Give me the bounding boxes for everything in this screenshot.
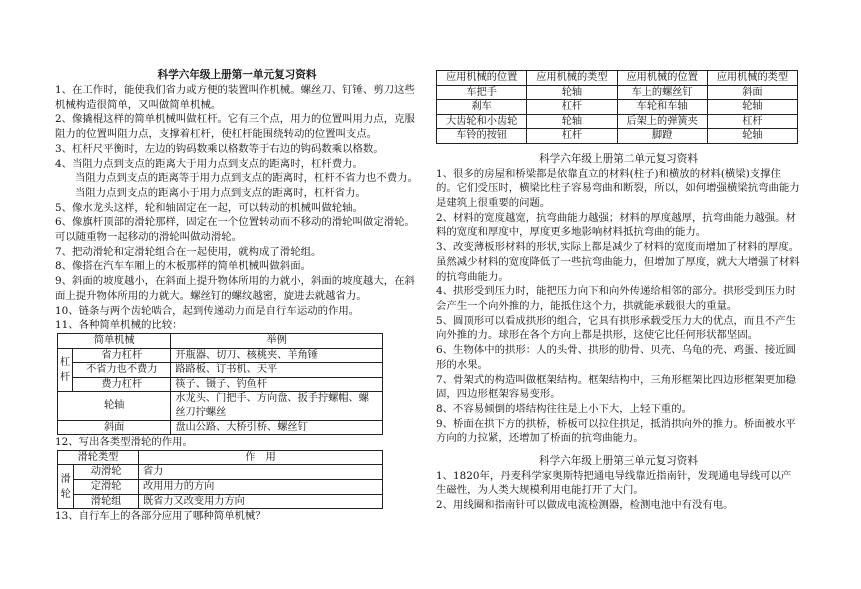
table-header: 应用机械的位置: [617, 71, 707, 86]
table-row: [437, 129, 798, 144]
table-cell: 筷子、镊子、钓鱼杆: [171, 377, 383, 392]
unit1-item-7: 7、把动滑轮和定滑轮组合在一起使用，就构成了滑轮组。: [55, 245, 322, 258]
table-cell: 车上的螺丝钉: [617, 85, 707, 100]
table-cell: 斜面: [707, 85, 797, 100]
unit2-item-9: 9、桥面在拱下方的拱桥，桥板可以拉住拱足，抵消拱向外的推力。桥面被水平方向的力拉紧，还增加了桥面的抗弯曲能力。: [436, 417, 796, 445]
table-cell: 轮轴: [527, 85, 617, 100]
table-cell: 车把手: [437, 85, 527, 100]
table-cell: 杠杆: [707, 114, 797, 129]
table-header: 应用机械的类型: [707, 71, 797, 86]
table-cell: 脚蹬: [617, 129, 707, 144]
unit1-item-6: 6、像旗杆顶部的滑轮那样，固定在一个位置转动而不移动的滑轮叫做定滑轮。可以随重物一起移动的滑轮叫做动滑轮。: [55, 216, 415, 244]
table-row: [58, 348, 383, 363]
unit2-item-1: 1、很多的房屋和桥梁都是依靠直立的材料(柱子)和横放的材料(横梁)支撑住的。它们受压时，横梁比柱子容易弯曲和断裂，所以，如何增强横梁抗弯曲能力是建筑上很重要的问题。: [436, 167, 800, 210]
unit1-item-8: 8、像搭在汽车车厢上的木板那样的简单机械叫做斜面。: [55, 260, 311, 273]
unit1-item-12: 12、写出各类型滑轮的作用。: [55, 436, 193, 449]
table-cell: 轮轴: [707, 100, 797, 115]
table-header: 应用机械的位置: [437, 71, 527, 86]
table-row: [58, 494, 383, 509]
table-row: [437, 100, 798, 115]
table-row: [58, 480, 383, 495]
unit1-item-1: 1、在工作时，能使我们省力或方便的装置叫作机械。螺丝刀、钉锤、剪刀这些机械构造很简单，又叫做简单机械。: [55, 84, 415, 111]
table-cell: 轮轴: [58, 392, 171, 420]
table-header: 滑轮类型: [58, 450, 139, 465]
unit2-item-5: 5、圆顶形可以看成拱形的组合，它具有拱形承载受压力大的优点，而且不产生向外推的力。球形在各个方向上都是拱形，这使它比任何形状都坚固。: [436, 314, 796, 342]
unit2-item-8: 8、不容易倾倒的塔结构往往是上小下大，上轻下重的。: [436, 402, 692, 415]
table-cell: 车轮和车轴: [617, 100, 707, 115]
table-row: [437, 71, 798, 86]
table-cell: 杠杆: [527, 129, 617, 144]
table-cell: 水龙头、门把手、方向盘、扳手拧螺帽、螺丝刀拧螺丝: [171, 392, 383, 420]
machine-comparison-table: [57, 333, 383, 435]
unit1-item-4c: 当阻力点到支点的距离小于用力点到支点的距离时，杠杆省力。: [75, 186, 366, 199]
unit1-item-4: 4、当阻力点到支点的距离大于用力点到支点的距离时，杠杆费力。: [55, 157, 363, 170]
unit1-item-11: 11、各种简单机械的比较：: [55, 319, 183, 332]
table-cell: 杠杆: [527, 100, 617, 115]
unit2-item-7: 7、骨架式的构造叫做框架结构。框架结构中，三角形框架比四边形框架更加稳固，四边形框架容易变形。: [436, 373, 796, 401]
table-cell: 大齿轮和小齿轮: [437, 114, 527, 129]
table-cell: 既省力又改变用力方向: [139, 494, 383, 509]
table-row: [58, 392, 383, 420]
table-cell: 开瓶器、切刀、核桃夹、羊角锤: [171, 348, 383, 363]
table-row: [437, 85, 798, 100]
table-cell: 省力: [139, 465, 383, 480]
table-header: 简单机械: [58, 333, 171, 348]
unit2-item-6: 6、生物体中的拱形：人的头骨、拱形的肋骨、贝壳、乌龟的壳、鸡蛋、接近圆形的水果。: [436, 344, 796, 371]
unit3-title: 科学六年级上册第三单元复习资料: [539, 455, 698, 468]
table-cell: 改用用力的方向: [139, 480, 383, 495]
table-row: [58, 377, 383, 392]
table-row: [437, 114, 798, 129]
table-header: 举例: [171, 333, 383, 348]
unit1-item-3: 3、杠杆尺平衡时，左边的钩码数乘以格数等于右边的钩码数乘以格数。: [55, 142, 384, 155]
table-row: [58, 363, 383, 378]
table-cell: 车铃的按钮: [437, 129, 527, 144]
table-cell: 不省力也不费力: [73, 363, 171, 378]
unit2-item-4: 4、拱形受到压力时，能把压力向下和向外传递给相邻的部分。拱形受到压力时会产生一个向外推的力，能抵住这个力，拱就能承载很大的重量。: [436, 285, 796, 312]
table-row: [58, 420, 383, 435]
table-cell: 刹车: [437, 100, 527, 115]
table-header: 作 用: [139, 450, 383, 465]
table-cell: 盘山公路、大桥引桥、螺丝钉: [171, 420, 383, 435]
unit3-item-1: 1、1820年，丹麦科学家奥斯特把通电导线靠近指南针，发现通电导线可以产生磁性，为人类大规模利用电能打开了大门。: [436, 469, 792, 497]
unit2-title: 科学六年级上册第二单元复习资料: [539, 152, 698, 165]
unit3-item-2: 2、用线圈和指南针可以做成电流检测器，检测电池中有没有电。: [436, 499, 734, 512]
table-cell: 滑轮组: [74, 494, 139, 509]
unit1-item-5: 5、像水龙头这样，轮和轴固定在一起，可以转动的机械叫做轮轴。: [55, 201, 363, 214]
table-row: [58, 450, 383, 465]
right-column: [436, 70, 801, 513]
unit1-item-9: 9、斜面的坡度越小，在斜面上提升物体所用的力就小，斜面的坡度越大，在斜面上提升物体所用的力就大。螺丝钉的螺纹越密，旋进去就越省力。: [55, 275, 415, 302]
unit1-item-13: 13、自行车上的各部分应用了哪种简单机械？: [55, 510, 266, 523]
table-cell: 费力杠杆: [73, 377, 171, 392]
bike-machine-table: [436, 70, 798, 144]
unit2-item-3: 3、改变薄板形材料的形状,实际上都是减少了材料的宽度而增加了材料的厚度。虽然减少材料的宽度降低了一些抗弯曲能力，但增加了厚度，就大大增强了材料的抗弯曲能力。: [436, 241, 800, 283]
table-row: [58, 465, 383, 480]
unit1-item-2: 2、像撬棍这样的简单机械叫做杠杆。它有三个点，用力的位置叫用力点，克服阻力的位置叫阻力点，支撑着杠杆，使杠杆能围绕转动的位置叫支点。: [55, 113, 415, 141]
unit1-item-10: 10、链条与两个齿轮啮合，起到传递动力而是自行车运动的作用。: [55, 304, 360, 317]
table-cell: 后架上的弹簧夹: [617, 114, 707, 129]
table-cell: 路路板、订书机、天平: [171, 363, 383, 378]
table-cell: 轮轴: [527, 114, 617, 129]
table-cell: 省力杠杆: [73, 348, 171, 363]
unit1-title: 科学六年级上册第一单元复习资料: [157, 69, 317, 81]
lever-label: 杠杆: [58, 348, 73, 392]
table-header: 应用机械的类型: [527, 71, 617, 86]
table-cell: 动滑轮: [74, 465, 139, 480]
pulley-label: 滑轮: [58, 465, 74, 509]
table-row: [58, 333, 383, 348]
pulley-table: [57, 450, 383, 509]
unit2-item-2: 2、材料的宽度越宽，抗弯曲能力越强；材料的厚度越厚，抗弯曲能力越强。材料的宽度和厚度中，厚度更多地影响材料抵抗弯曲的能力。: [436, 211, 796, 239]
unit1-item-4b: 当阻力点到支点的距离等于用力点到支点的距离时，杠杆不省力也不费力。: [75, 172, 418, 185]
table-cell: 斜面: [58, 420, 171, 435]
table-cell: 定滑轮: [74, 480, 139, 495]
table-cell: 轮轴: [707, 129, 797, 144]
left-column: [55, 68, 419, 524]
